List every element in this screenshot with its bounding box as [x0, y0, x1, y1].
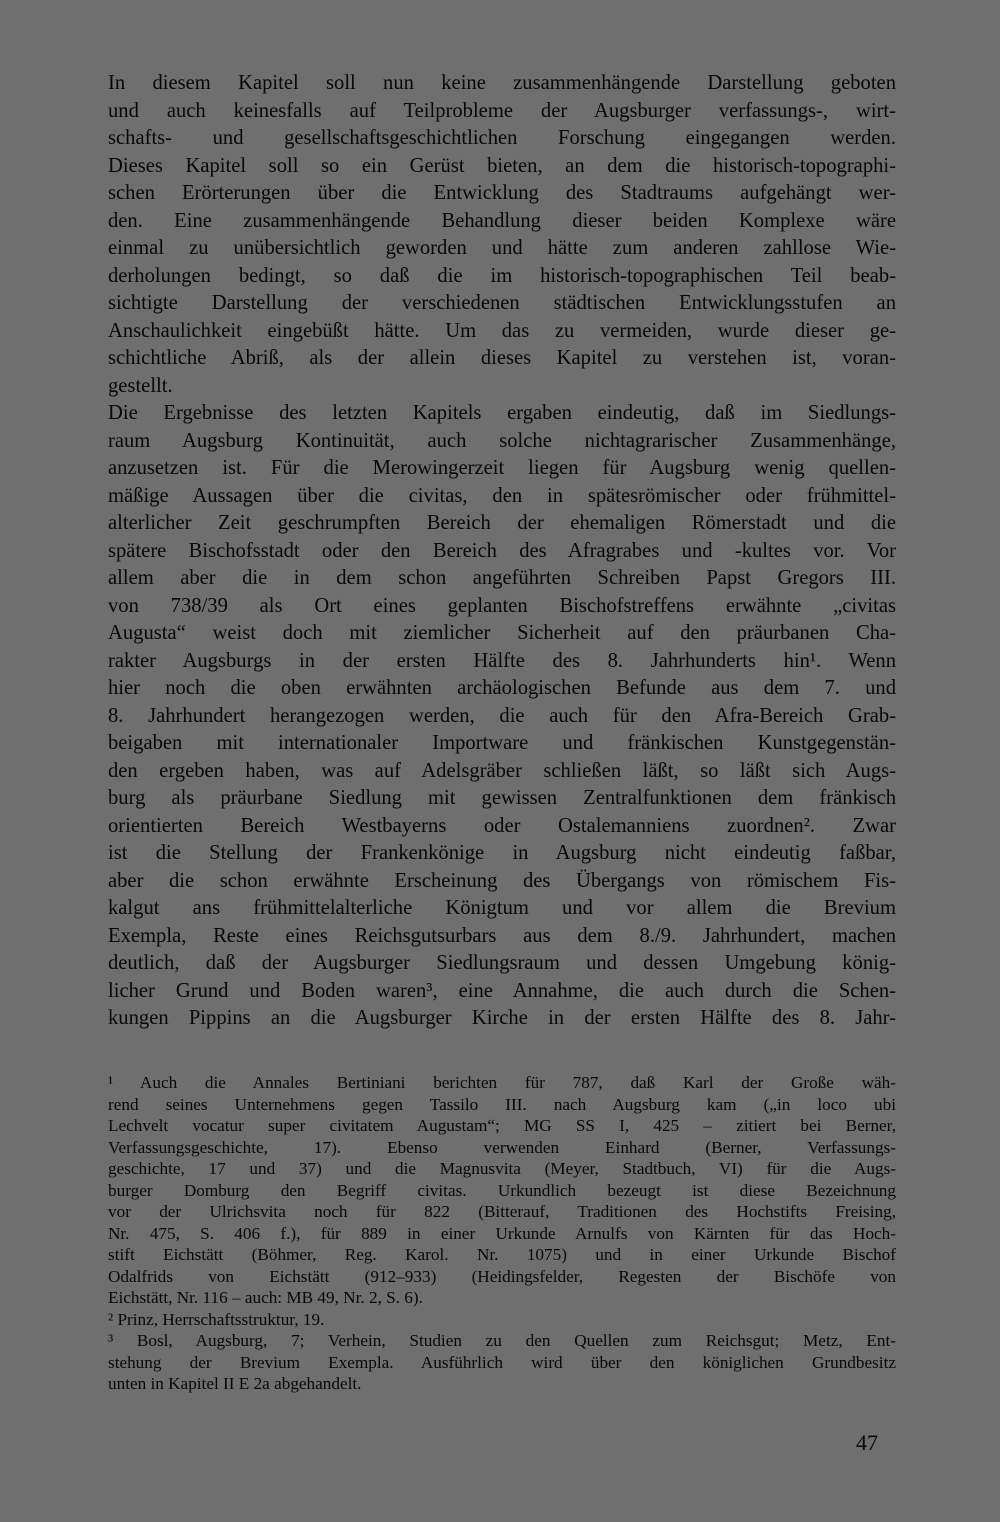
text-line: ist die Stellung der Frankenkönige in Augsburg nicht eindeutig faßbar, — [108, 842, 896, 864]
text-line: Dieses Kapitel soll so ein Gerüst bieten, an dem die historisch-topographi- — [108, 154, 896, 177]
text-line: aber die schon erwähnte Erscheinung des Übergangs von römischem Fis- — [108, 869, 896, 892]
text-line: Augusta“ weist doch mit ziemlicher Sicherheit auf den präurbanen Cha- — [108, 622, 896, 644]
text-line: kalgut ans frühmittelalterliche Königtum und vor allem die Brevium — [108, 897, 896, 919]
text-line: anzusetzen ist. Für die Merowingerzeit liegen für Augsburg wenig quellen- — [108, 457, 896, 479]
text-line: alterlicher Zeit geschrumpften Bereich der ehemaligen Römerstadt und die — [108, 512, 896, 534]
footnote-line: Eichstätt, Nr. 116 – auch: MB 49, Nr. 2, S. 6). — [108, 1288, 423, 1307]
text-line: einmal zu unübersichtlich geworden und hätte zum anderen zahllose Wie- — [108, 237, 896, 259]
text-line: derholungen bedingt, so daß die im historisch-topographischen Teil beab- — [108, 264, 896, 287]
text-line: licher Grund und Boden waren³, eine Annahme, die auch durch die Schen- — [108, 979, 896, 1002]
text-line: orientierten Bereich Westbayerns oder Ostalemanniens zuordnen². Zwar — [108, 814, 896, 837]
footnote-line: Verfassungsgeschichte, 17). Ebenso verwenden Einhard (Berner, Verfassungs- — [108, 1137, 896, 1157]
footnote-3 — [108, 1330, 896, 1395]
text-line: schafts- und gesellschaftsgeschichtlichen Forschung eingegangen werden. — [108, 127, 896, 149]
footnote-line: unten in Kapitel II E 2a abgehandelt. — [108, 1374, 362, 1393]
footnote-line: Lechvelt vocatur super civitatem Augustam“; MG SS I, 425 – zitiert bei Berner, — [108, 1116, 896, 1135]
footnote-line: burger Domburg den Begriff civitas. Urkundlich bezeugt ist diese Bezeichnung — [108, 1180, 896, 1200]
footnote-line: Nr. 475, S. 406 f.), für 889 in einer Urkunde Arnulfs von Kärnten für das Hoch- — [108, 1223, 896, 1243]
text-line: burg als präurbane Siedlung mit gewissen Zentralfunktionen dem fränkisch — [108, 787, 896, 809]
text-line: spätere Bischofsstadt oder den Bereich des Afragrabes und -kultes vor. Vor — [108, 539, 896, 562]
text-line: Die Ergebnisse des letzten Kapitels ergaben eindeutig, daß im Siedlungs- — [108, 402, 896, 424]
text-line: raum Augsburg Kontinuität, auch solche nichtagrarischer Zusammenhänge, — [108, 429, 896, 452]
text-line: sichtigte Darstellung der verschiedenen städtischen Entwicklungsstufen an — [108, 292, 896, 314]
footnote-line: Odalfrids von Eichstätt (912–933) (Heidingsfelder, Regesten der Bischöfe von — [108, 1266, 896, 1286]
footnote-1 — [108, 1072, 896, 1309]
text-line: mäßige Aussagen über die civitas, den in spätesrömischer oder frühmittel- — [108, 484, 896, 507]
main-text — [108, 70, 896, 1033]
footnote-line: vor der Ulrichsvita noch für 822 (Bitterauf, Traditionen des Hochstifts Freising, — [108, 1202, 896, 1221]
text-line: schichtliche Abriß, als der allein dieses Kapitel zu verstehen ist, voran- — [108, 347, 896, 369]
paragraph-1 — [108, 70, 896, 400]
footnote-line: ³ Bosl, Augsburg, 7; Verhein, Studien zu den Quellen zum Reichsgut; Metz, Ent- — [108, 1331, 896, 1350]
text-line: allem aber die in dem schon angeführten Schreiben Papst Gregors III. — [108, 567, 896, 589]
text-line: von 738/39 als Ort eines geplanten Bischofstreffens erwähnte „civitas — [108, 594, 896, 617]
footnote-line: rend seines Unternehmens gegen Tassilo III. nach Augsburg kam („in loco ubi — [108, 1094, 896, 1114]
footnote-line: stehung der Brevium Exempla. Ausführlich wird über den königlichen Grundbesitz — [108, 1352, 896, 1372]
text-line: schen Erörterungen über die Entwicklung des Stadtraums aufgehängt wer- — [108, 182, 896, 204]
text-line: beigaben mit internationaler Importware und fränkischen Kunstgegenstän- — [108, 732, 896, 754]
page-number: 47 — [856, 1430, 878, 1455]
paragraph-2 — [108, 400, 896, 1033]
text-line: und auch keinesfalls auf Teilprobleme der Augsburger verfassungs-, wirt- — [108, 99, 896, 122]
footnotes — [108, 1072, 896, 1395]
footnote-line: stift Eichstätt (Böhmer, Reg. Karol. Nr. 1075) und in einer Urkunde Bischof — [108, 1245, 896, 1264]
text-line: rakter Augsburgs in der ersten Hälfte des 8. Jahrhunderts hin¹. Wenn — [108, 649, 896, 672]
text-line: Anschaulichkeit eingebüßt hätte. Um das zu vermeiden, wurde dieser ge- — [108, 319, 896, 342]
text-line: hier noch die oben erwähnten archäologischen Befunde aus dem 7. und — [108, 677, 896, 699]
text-line: 8. Jahrhundert herangezogen werden, die auch für den Afra-Bereich Grab- — [108, 704, 896, 727]
text-line: Exempla, Reste eines Reichsgutsurbars aus dem 8./9. Jahrhundert, machen — [108, 924, 896, 947]
footnote-line: geschichte, 17 und 37) und die Magnusvita (Meyer, Stadtbuch, VI) für die Augs- — [108, 1159, 896, 1178]
text-line: gestellt. — [108, 374, 173, 397]
footnote-line: ² Prinz, Herrschaftsstruktur, 19. — [108, 1309, 325, 1329]
footnote-line: ¹ Auch die Annales Bertiniani berichten für 787, daß Karl der Große wäh- — [108, 1073, 896, 1092]
text-line: In diesem Kapitel soll nun keine zusammenhängende Darstellung geboten — [108, 72, 896, 94]
text-line: den ergeben haben, was auf Adelsgräber schließen läßt, so läßt sich Augs- — [108, 759, 896, 782]
text-line: kungen Pippins an die Augsburger Kirche in der ersten Hälfte des 8. Jahr- — [108, 1007, 896, 1029]
footnote-2 — [108, 1309, 896, 1331]
text-line: deutlich, daß der Augsburger Siedlungsraum und dessen Umgebung könig- — [108, 952, 896, 974]
text-line: den. Eine zusammenhängende Behandlung dieser beiden Komplexe wäre — [108, 209, 896, 232]
